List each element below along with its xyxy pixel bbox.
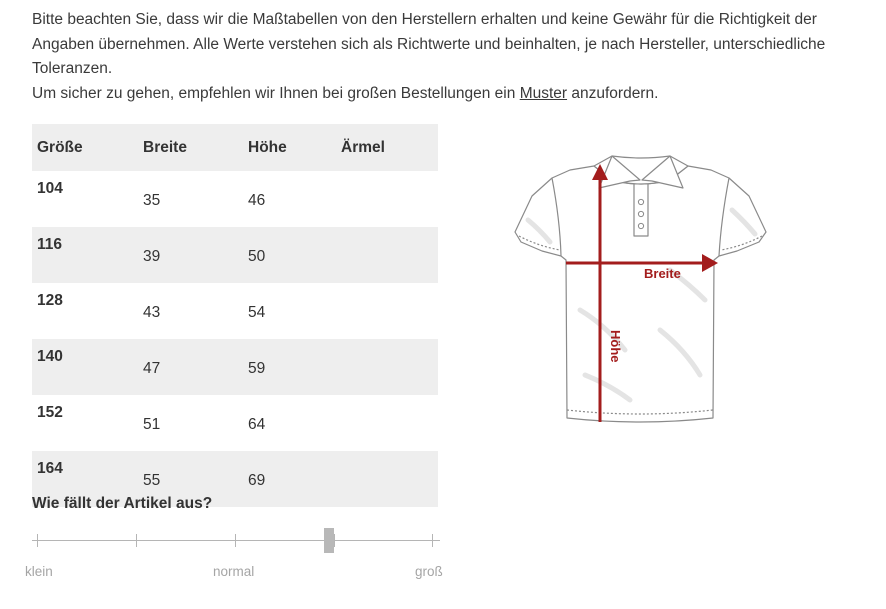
cell-sleeve <box>336 339 438 395</box>
fit-label-normal: normal <box>213 564 255 579</box>
fit-slider-tick <box>37 534 38 547</box>
cell-sleeve <box>336 283 438 339</box>
header-height: Höhe <box>243 124 336 171</box>
header-sleeve: Ärmel <box>336 124 438 171</box>
notice-text: Bitte beachten Sie, dass wir die Maßtabellen von den Herstellern erhalten und keine Gewähr für die Richtigkeit der Angaben übernehmen. Alle Werte verstehen sich als Richtwerte und beinhalten, je nach Hersteller, unterschiedliche Toleranzen. <box>32 11 826 77</box>
fit-slider-handle[interactable] <box>324 528 334 553</box>
table-row <box>32 283 438 339</box>
cell-size: 128 <box>37 292 63 309</box>
size-notice <box>32 8 852 106</box>
shirt-button <box>638 211 643 216</box>
cell-height: 64 <box>248 416 266 433</box>
sample-link[interactable]: Muster <box>519 84 568 102</box>
height-label: Höhe <box>608 330 623 363</box>
fit-label-large: groß <box>415 564 443 579</box>
cell-size: 104 <box>37 180 63 197</box>
polo-shirt-diagram <box>510 150 772 430</box>
fit-slider-tick <box>136 534 137 547</box>
fit-slider-tick <box>235 534 236 547</box>
cell-width: 39 <box>138 227 243 283</box>
cell-height: 50 <box>243 227 336 283</box>
size-table-header-row <box>32 124 438 171</box>
table-row <box>32 227 438 283</box>
header-size: Größe <box>32 124 138 171</box>
polo-shirt-illustration <box>515 156 766 422</box>
fit-label-small: klein <box>25 564 53 579</box>
cell-width: 47 <box>138 339 243 395</box>
cell-height: 46 <box>248 192 266 209</box>
fit-slider-track <box>32 540 440 541</box>
cell-sleeve <box>336 451 438 507</box>
cell-size: 116 <box>32 227 138 283</box>
shirt-button <box>638 199 643 204</box>
notice-sample-line <box>32 82 852 107</box>
table-row <box>32 339 438 395</box>
cell-size: 152 <box>37 404 63 421</box>
notice-text-before-link: Um sicher zu gehen, empfehlen wir Ihnen bei großen Bestellungen ein <box>32 84 520 102</box>
cell-size: 140 <box>32 339 138 395</box>
header-width: Breite <box>138 124 243 171</box>
cell-height: 54 <box>248 304 266 321</box>
size-table <box>32 124 438 507</box>
shirt-button <box>638 223 643 228</box>
button-group <box>638 199 643 228</box>
width-label: Breite <box>644 266 681 281</box>
table-row <box>32 395 438 451</box>
cell-sleeve <box>336 171 438 227</box>
fit-question-title: Wie fällt der Artikel aus? <box>32 495 213 512</box>
fit-slider[interactable] <box>32 528 440 554</box>
cell-size: 164 <box>32 451 138 507</box>
fit-slider-tick <box>432 534 433 547</box>
notice-text-after-link: anzufordern. <box>567 84 659 102</box>
cell-width: 51 <box>143 416 161 433</box>
cell-width: 43 <box>143 304 161 321</box>
cell-width: 35 <box>143 192 161 209</box>
cell-width: 55 <box>138 451 243 507</box>
cell-sleeve <box>336 227 438 283</box>
cell-height: 69 <box>243 451 336 507</box>
cell-sleeve <box>336 395 438 451</box>
cell-height: 59 <box>243 339 336 395</box>
table-row <box>32 171 438 227</box>
